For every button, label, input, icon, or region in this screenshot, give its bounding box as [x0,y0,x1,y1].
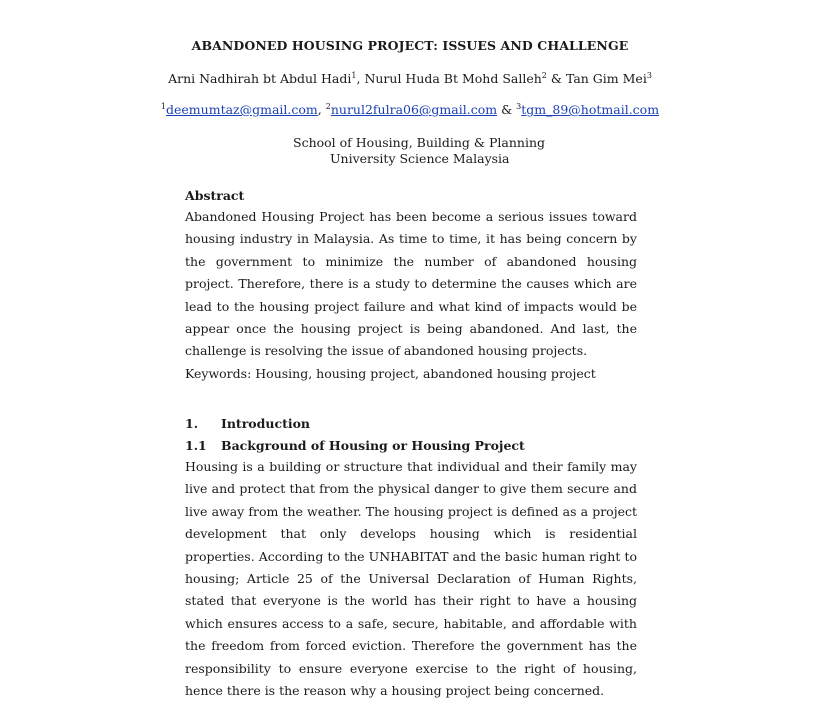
author-separator: , [356,71,365,86]
email-separator: & [497,102,517,117]
subsection-number: 1.1 [185,438,207,453]
body-paragraph: Housing is a building or structure that individual and their family may live and protect that from the physical danger to give them secure and live away from the weather. The housing project is defined as a project development that only develops housing which is residential properties. According to the UNHABITAT and the basic human right to housing; Article 25 of the Universal Declaration of Human Rights, stated that everyone is the world has their right to have a housing which ensures access to a safe, secure, habitable, and affordable with the freedom from forced eviction. Therefore the government has the responsibility to ensure everyone exercise to the right of housing, hence there is the reason why a housing project being concerned. [185,459,637,699]
subsection-title: Background of Housing or Housing Project [221,438,525,453]
section-title: Introduction [221,416,311,431]
author-name: Arni Nadhirah bt Abdul Hadi [168,71,352,86]
email-link[interactable]: nurul2fulra06@gmail.com [330,102,498,117]
email-separator: , [317,102,326,117]
affiliation-university: University Science Malaysia [330,151,510,166]
paper-title: ABANDONED HOUSING PROJECT: ISSUES AND CHALLENGE [191,38,629,53]
author-list [0,71,820,86]
section-number: 1. [185,416,199,431]
email-list [0,102,820,117]
abstract-heading: Abstract [185,188,245,203]
email-mark: 1 [160,101,167,111]
email-mark: 2 [325,101,331,111]
author-name: Nurul Huda Bt Mohd Salleh [364,71,542,86]
affiliation-school: School of Housing, Building & Planning [293,135,546,150]
author-name: Tan Gim Mei [565,71,647,86]
email-link[interactable]: tgm_89@hotmail.com [521,102,660,117]
keywords: Keywords: Housing, housing project, abandoned housing project [185,366,596,381]
email-link[interactable]: deemumtaz@gmail.com [166,102,318,117]
author-separator: & [546,71,566,86]
abstract-text: Abandoned Housing Project has been become a serious issues toward housing industry in Malaysia. As time to time, it has being concern by the government to minimize the number of abandoned housing project. Therefore, there is a study to determine the causes which are lead to the housing project failure and what kind of impacts would be appear once the housing project is being abandoned. And last, the challenge is resolving the issue of abandoned housing projects. [185,209,637,359]
author-affiliation-mark: 1 [351,70,357,80]
email-mark: 3 [516,101,522,111]
author-affiliation-mark: 2 [541,70,547,80]
author-affiliation-mark: 3 [646,70,652,80]
